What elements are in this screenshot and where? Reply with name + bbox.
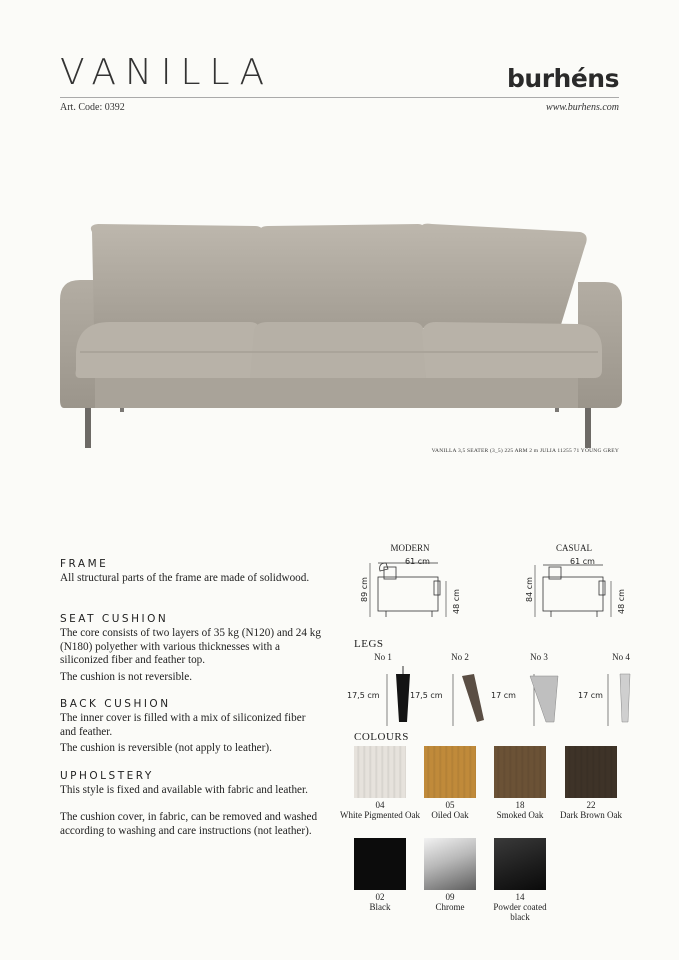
section-text-seat-cushion-2: The cushion is not reversible.	[60, 671, 193, 683]
leg-height-4: 17 cm	[578, 691, 603, 700]
section-text-back-cushion-2: The cushion is reversible (not apply to leather).	[60, 742, 272, 754]
modern-height: 89 cm	[359, 577, 369, 602]
swatch-powder-coated-black[interactable]	[494, 838, 546, 890]
sofa-product-image	[50, 210, 630, 450]
swatch-smoked-oak[interactable]	[494, 746, 546, 798]
swatch-dark-brown-oak[interactable]	[565, 746, 617, 798]
product-caption: VANILLA 3,5 SEATER (3_5) 225 ARM 2 m JULIA 11255 71 YOUNG GREY	[431, 448, 619, 454]
legs-heading: LEGS	[354, 638, 384, 650]
swatch-caption-14: 14 Powder coated black	[493, 892, 547, 922]
section-heading-seat-cushion: SEAT CUSHION	[60, 613, 169, 625]
section-text-frame: All structural parts of the frame are made of solidwood.	[60, 572, 310, 584]
leg-label-3: No 3	[530, 652, 548, 662]
swatch-caption-02: 02 Black	[369, 892, 391, 912]
swatch-chrome[interactable]	[424, 838, 476, 890]
casual-seat-height: 48 cm	[616, 589, 626, 614]
casual-label: CASUAL	[555, 543, 592, 553]
modern-depth: 61 cm	[405, 557, 430, 566]
website-link[interactable]: www.burhens.com	[546, 102, 619, 113]
modern-label: MODERN	[390, 543, 430, 553]
modern-seat-height: 48 cm	[451, 589, 461, 614]
leg-label-2: No 2	[451, 652, 469, 662]
swatch-caption-04: 04 White Pigmented Oak	[340, 800, 420, 820]
swatch-white-pigmented-oak[interactable]	[354, 746, 406, 798]
leg-height-1: 17,5 cm	[347, 691, 380, 700]
casual-height: 84 cm	[524, 577, 534, 602]
product-title: VANILLA	[60, 52, 274, 93]
art-code: Art. Code: 0392	[60, 102, 125, 113]
legs-illustration	[380, 664, 635, 730]
section-heading-frame: FRAME	[60, 558, 109, 570]
leg-height-2: 17,5 cm	[410, 691, 443, 700]
section-text-upholstery: This style is fixed and available with fabric and leather.	[60, 784, 308, 796]
section-heading-upholstery: UPHOLSTERY	[60, 770, 154, 782]
section-text-upholstery-2: The cushion cover, in fabric, can be removed and washed according to washing and care instructions (not leather).	[60, 811, 318, 837]
swatch-caption-05: 05 Oiled Oak	[431, 800, 469, 820]
swatch-caption-22: 22 Dark Brown Oak	[560, 800, 622, 820]
section-text-back-cushion: The inner cover is filled with a mix of siliconized fiber and feather.	[60, 712, 306, 738]
swatch-caption-18: 18 Smoked Oak	[496, 800, 544, 820]
swatch-oiled-oak[interactable]	[424, 746, 476, 798]
colours-heading: COLOURS	[354, 731, 409, 743]
leg-height-3: 17 cm	[491, 691, 516, 700]
section-heading-back-cushion: BACK CUSHION	[60, 698, 171, 710]
brand-logo: burhéns	[507, 64, 619, 93]
leg-label-1: No 1	[374, 652, 392, 662]
section-text-seat-cushion: The core consists of two layers of 35 kg (N120) and 24 kg (N180) polyether with various thicknesses with a siliconized fiber and feather top.	[60, 627, 321, 666]
header-divider	[60, 97, 619, 98]
swatch-caption-09: 09 Chrome	[435, 892, 465, 912]
swatch-black[interactable]	[354, 838, 406, 890]
leg-label-4: No 4	[612, 652, 630, 662]
casual-depth: 61 cm	[570, 557, 595, 566]
